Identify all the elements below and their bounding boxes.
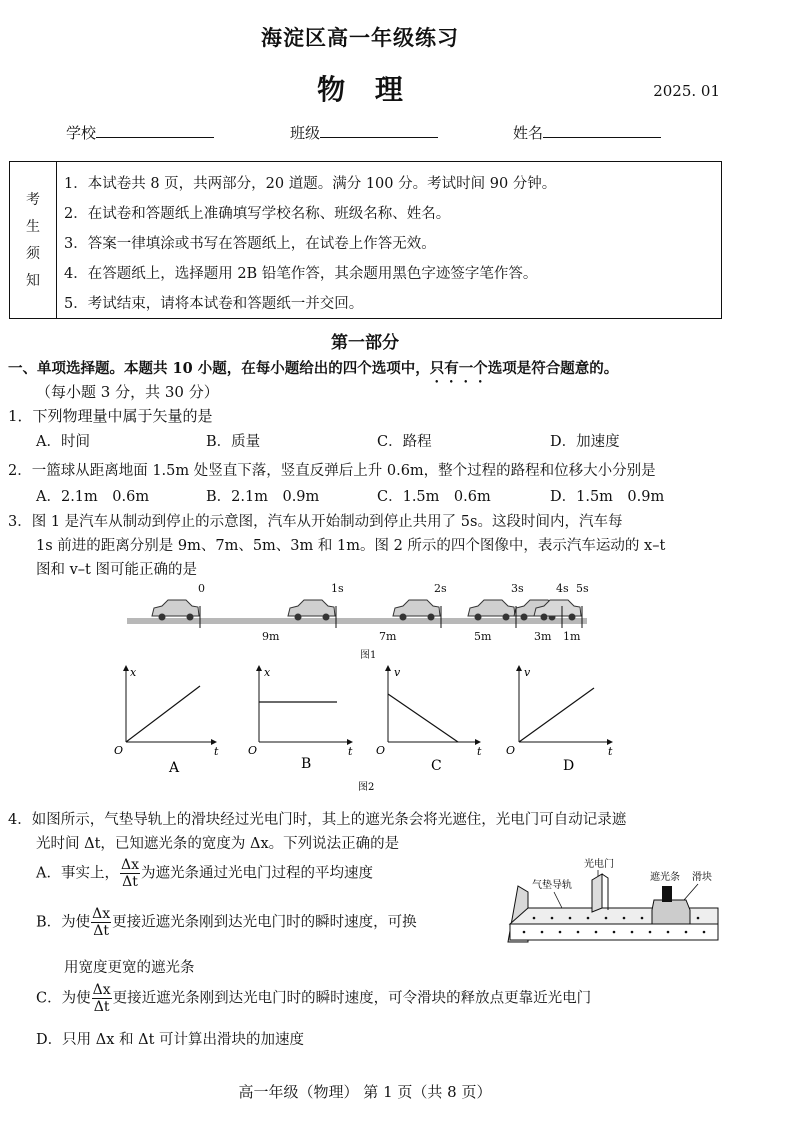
graph-d[interactable]: [506, 666, 613, 774]
class-field[interactable]: [290, 122, 438, 143]
graph-c-label: C: [431, 758, 442, 774]
graph-a-label: A: [169, 760, 180, 776]
slider-block: [652, 900, 690, 924]
fraction-dx-dt: $\frac{\Delta x}{\Delta t}$: [92, 982, 111, 1015]
exam-date: 2025. 01: [653, 82, 720, 100]
fraction-dx-dt: $\frac{\Delta x}{\Delta t}$: [92, 906, 111, 939]
figure-1-car-braking: [120, 578, 600, 662]
car-icon: [468, 600, 515, 621]
q1-stem: 1．下列物理量中属于矢量的是: [8, 407, 213, 425]
q4-stem-line2: 光时间 Δt，已知遮光条的宽度为 Δx。下列说法正确的是: [36, 836, 400, 852]
distance-label: 9m: [262, 630, 280, 643]
name-label: 姓名: [513, 124, 544, 142]
notice-item: 2．在试卷和答题纸上准确填写学校名称、班级名称、姓名。: [64, 206, 451, 222]
q4-option-d[interactable]: D．只用 Δx 和 Δt 可计算出滑块的加速度: [36, 1032, 305, 1048]
exam-notice-box: [9, 161, 722, 319]
label-air-track: 气垫导轨: [532, 880, 572, 891]
svg-text:O: O: [248, 744, 258, 757]
q3-stem-line1: 3．图 1 是汽车从制动到停止的示意图，汽车从开始制动到停止共用了 5s。这段时间内，汽车每: [8, 514, 623, 530]
label-slider: 滑块: [692, 872, 712, 883]
distance-label: 7m: [379, 630, 397, 643]
subject-title: 物 理: [317, 73, 413, 106]
q4-option-b[interactable]: B．为使 $\frac{\Delta x}{\Delta t}$ 更接近遮光条刚到达光电门时的瞬时速度，可换: [36, 906, 417, 939]
section-note: （每小题 3 分，共 30 分）: [36, 383, 219, 401]
notice-side-label: 考 生 须 知: [10, 162, 57, 318]
distance-label: 1m: [563, 630, 581, 643]
notice-item: 4．在答题纸上，选择题用 2B 铅笔作答，其余题用黑色字迹签字笔作答。: [64, 266, 538, 282]
car-icon: [152, 600, 199, 621]
figure-1-caption: 图1: [360, 650, 377, 661]
q2-option-a[interactable]: A．2.1m 0.6m: [36, 489, 150, 505]
q4-stem-line1: 4．如图所示，气垫导轨上的滑块经过光电门时，其上的遮光条会将光遮住，光电门可自动记录遮: [8, 812, 627, 828]
notice-item: 1．本试卷共 8 页，共两部分，20 道题。满分 100 分。考试时间 90 分钟。: [64, 176, 557, 192]
school-field[interactable]: [66, 122, 214, 143]
graph-b[interactable]: [248, 666, 353, 772]
graph-b-label: B: [301, 756, 312, 772]
time-label: 1s: [331, 582, 344, 595]
label-strip: 遮光条: [650, 872, 680, 883]
q1-option-c[interactable]: C．路程: [377, 434, 432, 450]
q4-option-b-cont: 用宽度更宽的遮光条: [64, 960, 195, 976]
q3-stem-line2: 1s 前进的距离分别是 9m、7m、5m、3m 和 1m。图 2 所示的四个图像中，表示汽车运动的 x–t: [36, 538, 666, 554]
exam-title: 海淀区高一年级练习: [261, 25, 459, 50]
svg-text:v: v: [524, 666, 531, 679]
svg-text:t: t: [214, 745, 219, 758]
light-shield-strip: [662, 886, 672, 902]
air-track-figure: [504, 852, 722, 948]
svg-text:t: t: [608, 745, 613, 758]
q2-stem: 2．一篮球从距离地面 1.5m 处竖直下落，竖直反弹后上升 0.6m，整个过程的路程和位移大小分别是: [8, 463, 656, 479]
notice-item: 5．考试结束，请将本试卷和答题纸一并交回。: [64, 296, 364, 312]
school-label: 学校: [66, 124, 97, 142]
q2-option-b[interactable]: B．2.1m 0.9m: [206, 489, 320, 505]
graph-d-line: [519, 688, 594, 742]
car-icon: [393, 600, 440, 621]
fraction-dx-dt: $\frac{\Delta x}{\Delta t}$: [120, 857, 139, 890]
time-label: 0: [198, 582, 205, 595]
graph-c-line: [388, 694, 458, 742]
name-field[interactable]: [513, 122, 661, 143]
q2-option-d[interactable]: D．1.5m 0.9m: [550, 489, 665, 505]
svg-text:O: O: [506, 744, 516, 757]
svg-text:x: x: [130, 666, 137, 679]
time-label: 2s: [434, 582, 447, 595]
graph-a[interactable]: [114, 666, 219, 776]
road: [127, 618, 587, 624]
q2-option-c[interactable]: C．1.5m 0.6m: [377, 489, 491, 505]
label-photogate: 光电门: [584, 859, 614, 870]
figure-2-graphs: [110, 662, 630, 796]
q1-option-d[interactable]: D．加速度: [550, 434, 620, 450]
section-heading: 一、单项选择题。本题共 10 小题，在每小题给出的四个选项中，只有一个选项是符合题意的。: [8, 360, 619, 377]
q4-option-a[interactable]: A．事实上， $\frac{\Delta x}{\Delta t}$ 为遮光条通过光电门过程的平均速度: [36, 857, 373, 890]
graph-c[interactable]: [376, 666, 482, 774]
graph-d-label: D: [563, 758, 575, 774]
distance-label: 3m: [534, 630, 552, 643]
svg-text:t: t: [348, 745, 353, 758]
notice-item: 3．答案一律填涂或书写在答题纸上，在试卷上作答无效。: [64, 236, 436, 252]
svg-text:v: v: [394, 666, 401, 679]
figure-2-caption: 图2: [358, 782, 375, 793]
class-label: 班级: [290, 124, 321, 142]
svg-text:O: O: [114, 744, 124, 757]
q1-option-b[interactable]: B．质量: [206, 434, 261, 450]
q4-option-c[interactable]: C．为使 $\frac{\Delta x}{\Delta t}$ 更接近遮光条刚到达光电门时的瞬时速度，可令滑块的释放点更靠近光电门: [36, 982, 592, 1015]
part-title: 第一部分: [331, 333, 399, 353]
svg-text:x: x: [264, 666, 271, 679]
time-label: 4s: [556, 582, 569, 595]
time-label: 3s: [511, 582, 524, 595]
graph-a-line: [126, 686, 200, 742]
q1-option-a[interactable]: A．时间: [36, 434, 90, 450]
q3-stem-line3: 图和 v–t 图可能正确的是: [36, 562, 197, 578]
svg-text:t: t: [477, 745, 482, 758]
svg-text:O: O: [376, 744, 386, 757]
time-label: 5s: [576, 582, 589, 595]
distance-label: 5m: [474, 630, 492, 643]
car-icon: [288, 600, 335, 621]
page-footer: 高一年级（物理） 第 1 页（共 8 页）: [238, 1083, 492, 1101]
photogate: [592, 874, 602, 912]
